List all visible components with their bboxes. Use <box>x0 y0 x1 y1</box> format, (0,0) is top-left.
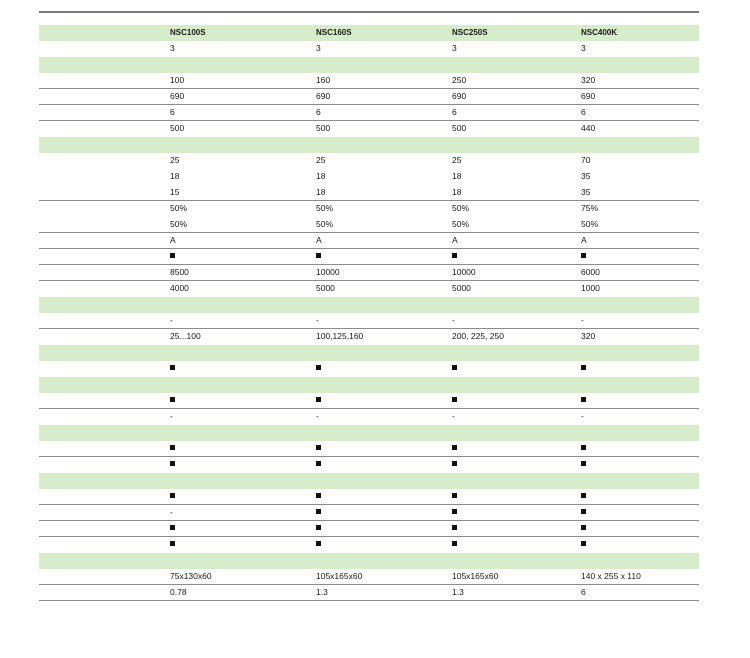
filled-square-icon <box>316 441 321 456</box>
filled-square-icon <box>581 441 586 456</box>
square-mark <box>452 365 457 370</box>
table-cell: 160 <box>316 75 331 85</box>
table-cell: 500 <box>170 123 185 133</box>
table-row <box>39 281 699 297</box>
table-row <box>39 329 699 345</box>
table-cell: 320 <box>581 75 596 85</box>
table-cell: 100 <box>170 75 185 85</box>
filled-square-icon <box>316 249 321 264</box>
filled-square-icon <box>316 457 321 472</box>
square-mark <box>316 445 321 450</box>
table-cell: - <box>170 507 173 517</box>
section-band <box>39 137 699 153</box>
table-cell: 250 <box>452 75 467 85</box>
table-cell: 440 <box>581 123 596 133</box>
table-row <box>39 409 699 425</box>
section-band <box>39 377 699 393</box>
table-cell: 320 <box>581 331 596 341</box>
column-header: NSC160S <box>316 28 352 37</box>
table-row <box>39 393 699 409</box>
table-cell: 6 <box>581 587 586 597</box>
filled-square-icon <box>581 361 586 376</box>
square-mark <box>581 509 586 514</box>
filled-square-icon <box>170 441 175 456</box>
square-mark <box>452 253 457 258</box>
table-cell: 105x165x60 <box>452 571 499 581</box>
square-mark <box>581 253 586 258</box>
filled-square-icon <box>581 249 586 264</box>
table-cell: 6000 <box>581 267 600 277</box>
table-cell: 6 <box>581 107 586 117</box>
table-cell: 6 <box>452 107 457 117</box>
square-mark <box>316 541 321 546</box>
filled-square-icon <box>170 393 175 408</box>
table-row <box>39 41 699 57</box>
filled-square-icon <box>452 441 457 456</box>
table-cell: - <box>581 411 584 421</box>
square-mark <box>170 541 175 546</box>
table-row <box>39 521 699 537</box>
square-mark <box>581 365 586 370</box>
table-cell: 10000 <box>316 267 340 277</box>
column-header: NSC100S <box>170 28 206 37</box>
table-row <box>39 73 699 89</box>
table-row <box>39 537 699 553</box>
table-cell: 25 <box>170 155 180 165</box>
table-row <box>39 121 699 137</box>
table-cell: 25 <box>316 155 326 165</box>
table-cell: 0.78 <box>170 587 187 597</box>
column-header: NSC250S <box>452 28 488 37</box>
table-row <box>39 313 699 329</box>
table-cell: 18 <box>316 171 326 181</box>
table-cell: 50% <box>452 203 470 213</box>
table-cell: 5000 <box>316 283 335 293</box>
table-row <box>39 265 699 281</box>
table-row <box>39 585 699 601</box>
square-mark <box>581 493 586 498</box>
table-cell: 8500 <box>170 267 189 277</box>
table-cell: A <box>581 235 587 245</box>
table-cell: 690 <box>170 91 185 101</box>
section-band <box>39 57 699 73</box>
filled-square-icon <box>452 505 457 520</box>
table-cell: 1.3 <box>452 587 464 597</box>
square-mark <box>316 253 321 258</box>
column-header: NSC400K <box>581 28 618 37</box>
square-mark <box>452 397 457 402</box>
table-cell: 25...100 <box>170 331 201 341</box>
table-cell: - <box>316 411 319 421</box>
square-mark <box>316 509 321 514</box>
square-mark <box>581 397 586 402</box>
filled-square-icon <box>316 393 321 408</box>
table-cell: 25 <box>452 155 462 165</box>
filled-square-icon <box>452 361 457 376</box>
square-mark <box>581 541 586 546</box>
table-cell: 15 <box>170 187 180 197</box>
table-cell: 105x165x60 <box>316 571 363 581</box>
square-mark <box>452 509 457 514</box>
table-cell: 18 <box>170 171 180 181</box>
filled-square-icon <box>452 537 457 552</box>
square-mark <box>581 525 586 530</box>
filled-square-icon <box>581 489 586 504</box>
table-cell: A <box>452 235 458 245</box>
table-cell: - <box>170 411 173 421</box>
square-mark <box>452 461 457 466</box>
square-mark <box>452 493 457 498</box>
square-mark <box>170 445 175 450</box>
table-cell: 500 <box>316 123 331 133</box>
table-cell: 690 <box>452 91 467 101</box>
table-row <box>39 233 699 249</box>
table-cell: 50% <box>452 219 470 229</box>
table-cell: 5000 <box>452 283 471 293</box>
table-row <box>39 441 699 457</box>
table-cell: 1000 <box>581 283 600 293</box>
filled-square-icon <box>452 489 457 504</box>
table-row <box>39 185 699 201</box>
filled-square-icon <box>170 249 175 264</box>
table-cell: - <box>170 315 173 325</box>
table-cell: 75% <box>581 203 599 213</box>
table-cell: 6 <box>316 107 321 117</box>
square-mark <box>581 445 586 450</box>
square-mark <box>316 525 321 530</box>
top-rule <box>39 11 699 13</box>
table-cell: 18 <box>452 187 462 197</box>
table-row <box>39 457 699 473</box>
table-row <box>39 89 699 105</box>
filled-square-icon <box>452 393 457 408</box>
table-row <box>39 217 699 233</box>
filled-square-icon <box>170 361 175 376</box>
table-row <box>39 105 699 121</box>
table-row <box>39 201 699 217</box>
table-cell: 500 <box>452 123 467 133</box>
square-mark <box>452 541 457 546</box>
table-cell: 3 <box>581 43 586 53</box>
filled-square-icon <box>452 521 457 536</box>
column-header-row <box>39 25 699 41</box>
table-cell: A <box>316 235 322 245</box>
table-cell: - <box>452 315 455 325</box>
filled-square-icon <box>581 521 586 536</box>
section-band <box>39 553 699 569</box>
table-cell: 690 <box>581 91 596 101</box>
table-cell: 200, 225, 250 <box>452 331 504 341</box>
table-row <box>39 569 699 585</box>
table-cell: 3 <box>170 43 175 53</box>
table-cell: 4000 <box>170 283 189 293</box>
table-cell: 50% <box>316 203 334 213</box>
table-cell: 50% <box>170 219 188 229</box>
table-cell: 100,125,160 <box>316 331 364 341</box>
square-mark <box>170 397 175 402</box>
table-cell: 50% <box>316 219 334 229</box>
table-cell: 10000 <box>452 267 476 277</box>
filled-square-icon <box>316 489 321 504</box>
table-cell: - <box>581 315 584 325</box>
table-cell: 690 <box>316 91 331 101</box>
table-cell: 75x130x60 <box>170 571 212 581</box>
table-cell: 35 <box>581 171 591 181</box>
table-row <box>39 361 699 377</box>
section-band <box>39 345 699 361</box>
square-mark <box>581 461 586 466</box>
filled-square-icon <box>170 521 175 536</box>
square-mark <box>452 445 457 450</box>
table-cell: 50% <box>170 203 188 213</box>
square-mark <box>316 365 321 370</box>
filled-square-icon <box>170 489 175 504</box>
square-mark <box>316 397 321 402</box>
spec-table <box>39 25 699 601</box>
table-cell: 6 <box>170 107 175 117</box>
filled-square-icon <box>170 537 175 552</box>
table-cell: 35 <box>581 187 591 197</box>
filled-square-icon <box>170 457 175 472</box>
filled-square-icon <box>581 457 586 472</box>
table-cell: A <box>170 235 176 245</box>
table-cell: 70 <box>581 155 591 165</box>
table-row <box>39 505 699 521</box>
square-mark <box>170 525 175 530</box>
table-cell: 1.3 <box>316 587 328 597</box>
table-cell: 3 <box>452 43 457 53</box>
square-mark <box>316 461 321 466</box>
table-cell: 18 <box>452 171 462 181</box>
table-cell: 140 x 255 x 110 <box>581 571 641 581</box>
table-cell: 50% <box>581 219 599 229</box>
square-mark <box>170 365 175 370</box>
table-cell: - <box>452 411 455 421</box>
table-row <box>39 249 699 265</box>
table-cell: 3 <box>316 43 321 53</box>
filled-square-icon <box>581 537 586 552</box>
square-mark <box>170 493 175 498</box>
table-row <box>39 169 699 185</box>
filled-square-icon <box>452 457 457 472</box>
square-mark <box>170 461 175 466</box>
filled-square-icon <box>452 249 457 264</box>
square-mark <box>170 253 175 258</box>
square-mark <box>316 493 321 498</box>
table-cell: 18 <box>316 187 326 197</box>
table-cell: - <box>316 315 319 325</box>
section-band <box>39 297 699 313</box>
filled-square-icon <box>316 505 321 520</box>
filled-square-icon <box>581 393 586 408</box>
filled-square-icon <box>316 521 321 536</box>
square-mark <box>452 525 457 530</box>
filled-square-icon <box>316 537 321 552</box>
section-band <box>39 473 699 489</box>
table-row <box>39 153 699 169</box>
section-band <box>39 425 699 441</box>
table-row <box>39 489 699 505</box>
filled-square-icon <box>581 505 586 520</box>
filled-square-icon <box>316 361 321 376</box>
